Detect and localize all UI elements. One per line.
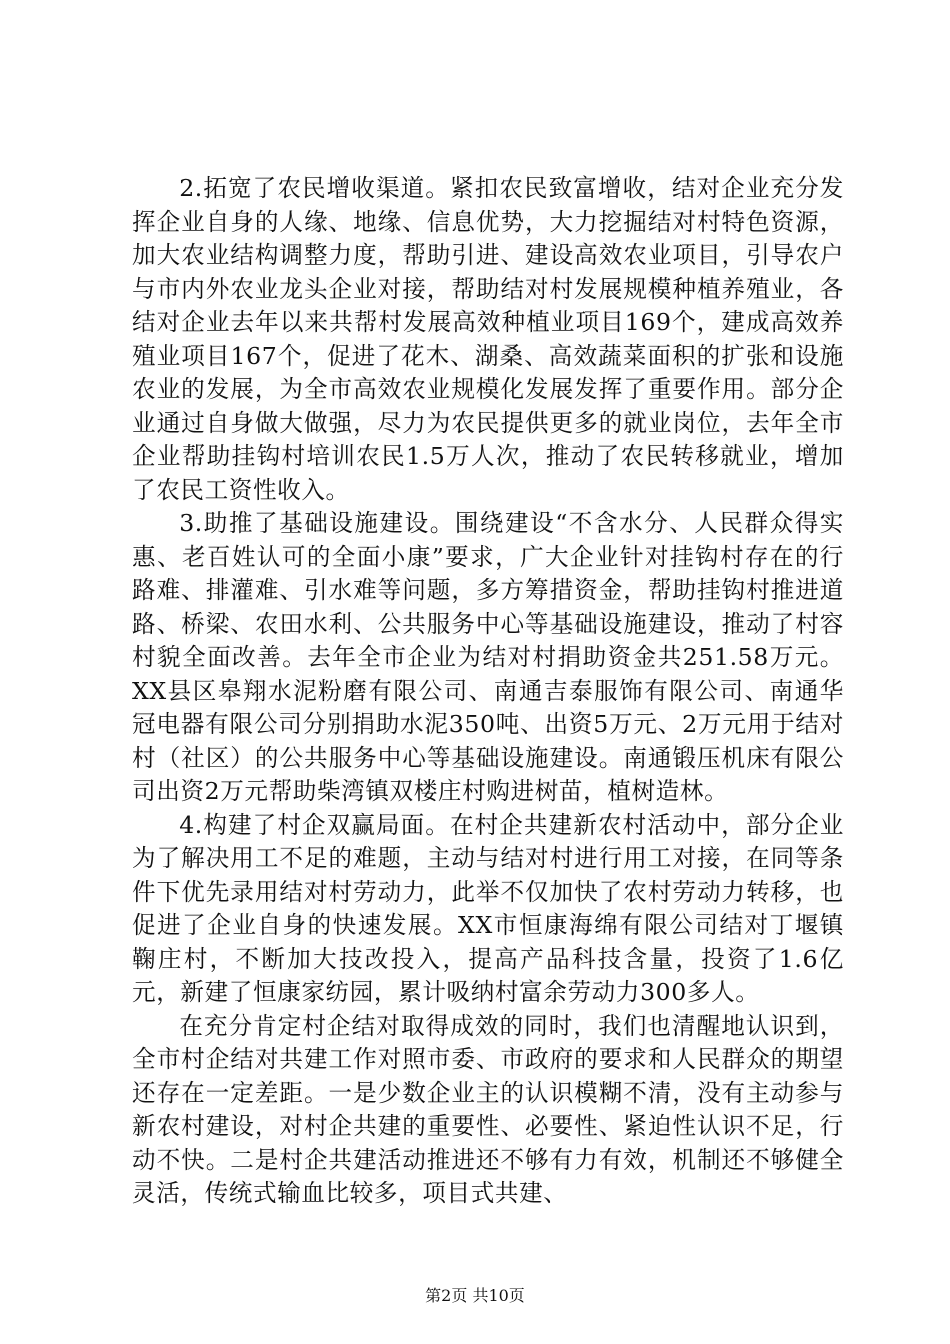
paragraph-income-channels: 2.拓宽了农民增收渠道。紧扣农民致富增收，结对企业充分发挥企业自身的人缘、地缘、信息优势，大力挖掘结对村特色资源，加大农业结构调整力度，帮助引进、建设高效农业项目，引导农户与市内外农业龙头企业对接，帮助结对村发展规模种植养殖业，各结对企业去年以来共帮村发展高效种植业项目169个，建成高效养殖业项目167个，促进了花木、湖桑、高效蔬菜面积的扩张和设施农业的发展，为全市高效农业规模化发展发挥了重要作用。部分企业通过自身做大做强，尽力为农民提供更多的就业岗位，去年全市企业帮助挂钩村培训农民1.5万人次，推动了农民转移就业，增加了农民工资性收入。 <box>132 174 844 504</box>
paragraph-infrastructure: 3.助推了基础设施建设。围绕建设“不含水分、人民群众得实惠、老百姓认可的全面小康”要求，广大企业针对挂钩村存在的行路难、排灌难、引水难等问题，多方筹措资金，帮助挂钩村推进道路、桥梁、农田水利、公共服务中心等基础设施建设，推动了村容村貌全面改善。去年全市企业为结对村捐助资金共251.58万元。XX县区皋翔水泥粉磨有限公司、南通吉泰服饰有限公司、南通华冠电器有限公司分别捐助水泥350吨、出资5万元、2万元用于结对村（社区）的公共服务中心等基础设施建设。南通锻压机床有限公司出资2万元帮助柴湾镇双楼庄村购进树苗，植树造林。 <box>132 509 844 805</box>
paragraph-shortcomings: 在充分肯定村企结对取得成效的同时，我们也清醒地认识到，全市村企结对共建工作对照市委、市政府的要求和人民群众的期望还存在一定差距。一是少数企业主的认识模糊不清，没有主动参与新农村建设，对村企共建的重要性、必要性、紧迫性认识不足，行动不快。二是村企共建活动推进还不够有力有效，机制还不够健全灵活，传统式输血比较多，项目式共建、 <box>132 1011 844 1207</box>
document-body <box>132 172 844 1211</box>
paragraph-win-win: 4.构建了村企双赢局面。在村企共建新农村活动中，部分企业为了解决用工不足的难题，主动与结对村进行用工对接，在同等条件下优先录用结对村劳动力，此举不仅加快了农村劳动力转移，也促进了企业自身的快速发展。XX市恒康海绵有限公司结对丁堰镇鞠庄村，不断加大技改投入，提高产品科技含量，投资了1.6亿元，新建了恒康家纺园，累计吸纳村富余劳动力300多人。 <box>132 810 844 1006</box>
page-footer: 第2页 共10页 <box>425 1286 525 1305</box>
